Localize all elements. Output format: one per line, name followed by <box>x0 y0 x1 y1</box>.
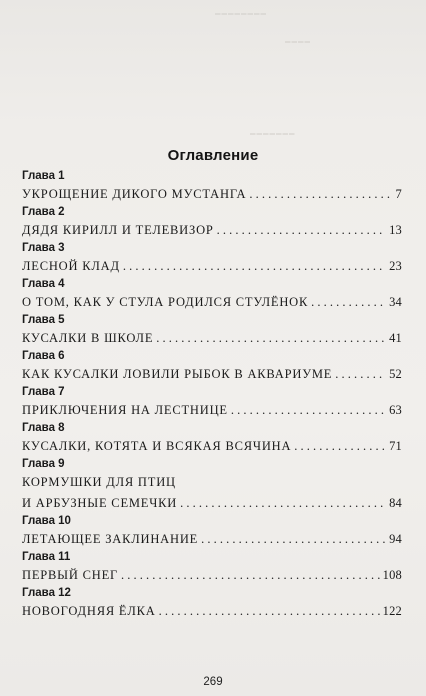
chapter-page: 108 <box>382 568 402 582</box>
chapter-title: КУСАЛКИ В ШКОЛЕ <box>22 331 154 345</box>
chapter-label: Глава 9 <box>22 458 65 470</box>
toc-title: Оглавление <box>167 147 259 164</box>
toc-chapter-3 <box>22 241 402 277</box>
chapter-label: Глава 1 <box>22 170 65 182</box>
toc-chapter-6 <box>22 349 402 385</box>
toc-entry-line <box>22 565 402 586</box>
toc-chapter-11 <box>22 550 402 586</box>
chapter-title: ЛЕТАЮЩЕЕ ЗАКЛИНАНИЕ <box>22 532 199 546</box>
toc-entry-line <box>22 493 402 514</box>
chapter-title: УКРОЩЕНИЕ ДИКОГО МУСТАНГА <box>22 187 247 201</box>
toc-chapter-10 <box>22 514 402 550</box>
chapter-label: Глава 6 <box>22 350 65 362</box>
toc-entry-line <box>22 292 402 313</box>
chapter-page: 84 <box>389 496 402 510</box>
toc-entry-line <box>22 184 402 205</box>
toc-entry-line <box>22 256 402 277</box>
chapter-title: КУСАЛКИ, КОТЯТА И ВСЯКАЯ ВСЯЧИНА <box>22 439 292 453</box>
dot-leader <box>121 565 380 586</box>
dot-leader <box>294 436 386 457</box>
chapter-page: 34 <box>389 295 402 309</box>
bleed-through-text: ⎯⎯⎯⎯⎯⎯⎯ <box>250 128 296 140</box>
toc-entry-line <box>22 400 402 421</box>
chapter-page: 94 <box>389 532 402 546</box>
chapter-title: КАК КУСАЛКИ ЛОВИЛИ РЫБОК В АКВАРИУМЕ <box>22 367 333 381</box>
toc-chapter-8 <box>22 421 402 457</box>
chapter-label: Глава 7 <box>22 386 65 398</box>
chapter-title: КОРМУШКИ ДЛЯ ПТИЦ <box>22 475 176 489</box>
chapter-label: Глава 10 <box>22 515 71 527</box>
toc-entry-line <box>22 436 402 457</box>
toc-entry-line <box>22 364 402 385</box>
chapter-title: ЛЕСНОЙ КЛАД <box>22 259 120 273</box>
dot-leader <box>201 529 386 550</box>
toc-entry-line <box>22 220 402 241</box>
page-number: 269 <box>203 676 223 688</box>
chapter-title: НОВОГОДНЯЯ ЁЛКА <box>22 604 156 618</box>
toc-chapter-5 <box>22 313 402 349</box>
chapter-label: Глава 5 <box>22 314 65 326</box>
dot-leader <box>217 220 386 241</box>
bleed-through-text: ⎯⎯⎯⎯ <box>285 36 311 48</box>
chapter-title-continued: И АРБУЗНЫЕ СЕМЕЧКИ <box>22 496 178 510</box>
dot-leader <box>231 400 386 421</box>
dot-leader <box>159 601 380 622</box>
chapter-title: ДЯДЯ КИРИЛЛ И ТЕЛЕВИЗОР <box>22 223 214 237</box>
chapter-page: 122 <box>382 604 402 618</box>
dot-leader <box>156 328 386 349</box>
toc-chapter-4 <box>22 277 402 313</box>
chapter-page: 7 <box>395 187 402 201</box>
dot-leader <box>249 184 392 205</box>
chapter-label: Глава 12 <box>22 587 71 599</box>
chapter-label: Глава 4 <box>22 278 65 290</box>
chapter-page: 41 <box>389 331 402 345</box>
chapter-page: 13 <box>389 223 402 237</box>
chapter-page: 52 <box>389 367 402 381</box>
chapter-page: 63 <box>389 403 402 417</box>
toc-entry-line <box>22 472 402 493</box>
bleed-through-text: ⎯⎯⎯⎯⎯⎯⎯⎯ <box>215 8 267 20</box>
table-of-contents <box>22 169 402 622</box>
chapter-title: О ТОМ, КАК У СТУЛА РОДИЛСЯ СТУЛЁНОК <box>22 295 309 309</box>
dot-leader <box>335 364 386 385</box>
dot-leader <box>180 493 386 514</box>
toc-entry-line <box>22 601 402 622</box>
toc-entry-line <box>22 328 402 349</box>
chapter-title: ПЕРВЫЙ СНЕГ <box>22 568 119 582</box>
chapter-page: 71 <box>389 439 402 453</box>
toc-chapter-2 <box>22 205 402 241</box>
toc-chapter-7 <box>22 385 402 421</box>
dot-leader <box>311 292 386 313</box>
chapter-title: ПРИКЛЮЧЕНИЯ НА ЛЕСТНИЦЕ <box>22 403 228 417</box>
chapter-page: 23 <box>389 259 402 273</box>
chapter-label: Глава 2 <box>22 206 65 218</box>
chapter-label: Глава 8 <box>22 422 65 434</box>
toc-chapter-1 <box>22 169 402 205</box>
toc-chapter-12 <box>22 586 402 622</box>
chapter-label: Глава 11 <box>22 551 71 563</box>
chapter-label: Глава 3 <box>22 242 65 254</box>
dot-leader <box>123 256 386 277</box>
toc-chapter-9 <box>22 457 402 514</box>
toc-entry-line <box>22 529 402 550</box>
